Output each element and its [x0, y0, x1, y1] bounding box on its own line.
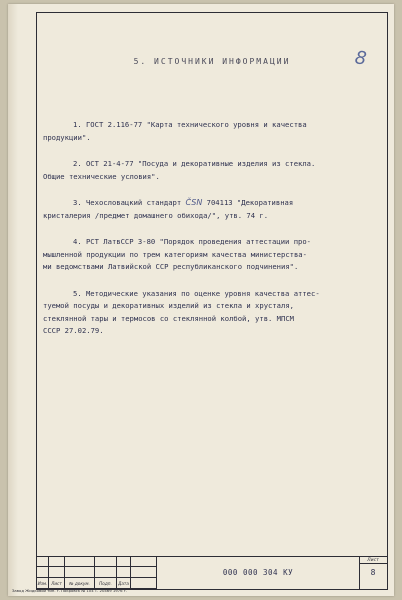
reference-item-2: 2. ОСТ 21-4-77 "Посуда и декоративные изделия из стекла. Общие технические условия". — [43, 159, 316, 181]
reference-item-3-post: 704113 "Декоративная кристалерия /предмет домашнего обихода/", утв. 74 г. — [43, 198, 294, 220]
label-signature: Подп. — [95, 578, 117, 589]
label-date: Дата — [117, 578, 131, 589]
label-doc-number: № докум. — [65, 578, 95, 589]
reference-item-3 — [43, 197, 371, 222]
sheet-number-cell — [359, 557, 387, 589]
handwritten-standard-code: ČSN — [185, 198, 203, 207]
document-sheet — [8, 4, 394, 596]
sheet-label: Лист — [359, 558, 387, 564]
handwritten-page-number: 8 — [353, 47, 368, 70]
reference-item-3-pre: 3. Чехословацкий стандарт — [73, 198, 186, 207]
title-block-grid — [37, 557, 157, 589]
page-frame — [36, 12, 388, 590]
printer-imprint: Завод Жидковой тип. г. Покровск № 104 Т. 20469 1976 г. — [12, 588, 127, 593]
references-list — [43, 119, 371, 352]
binding-edge — [8, 4, 18, 596]
document-number-cell — [157, 557, 360, 589]
label-revision: Изм. — [37, 578, 49, 589]
label-sheet: Лист — [49, 578, 65, 589]
document-number: 000 000 304 КУ — [222, 568, 294, 577]
sheet-number: 8 — [370, 568, 376, 577]
reference-item-1: 1. ГОСТ 2.116-77 "Карта технического уровня и качества продукции". — [43, 120, 307, 142]
title-block — [37, 556, 387, 589]
section-heading: 5. ИСТОЧНИКИ ИНФОРМАЦИИ — [133, 57, 291, 66]
reference-item-5: 5. Методические указания по оценке уровня качества аттес- туемой посуды и декоративных изделий из стекла и хрусталя, стеклянной тары и термосов со стеклянной колбой, утв. МПСМ СССР 27.02.79. — [43, 288, 320, 335]
reference-item-4: 4. РСТ ЛатвССР 3-80 "Порядок проведения аттестации про- мышленной продукции по трем категориям качества министерства- ми ведомствами Латвийской ССР республиканского подчинения". — [43, 237, 311, 271]
